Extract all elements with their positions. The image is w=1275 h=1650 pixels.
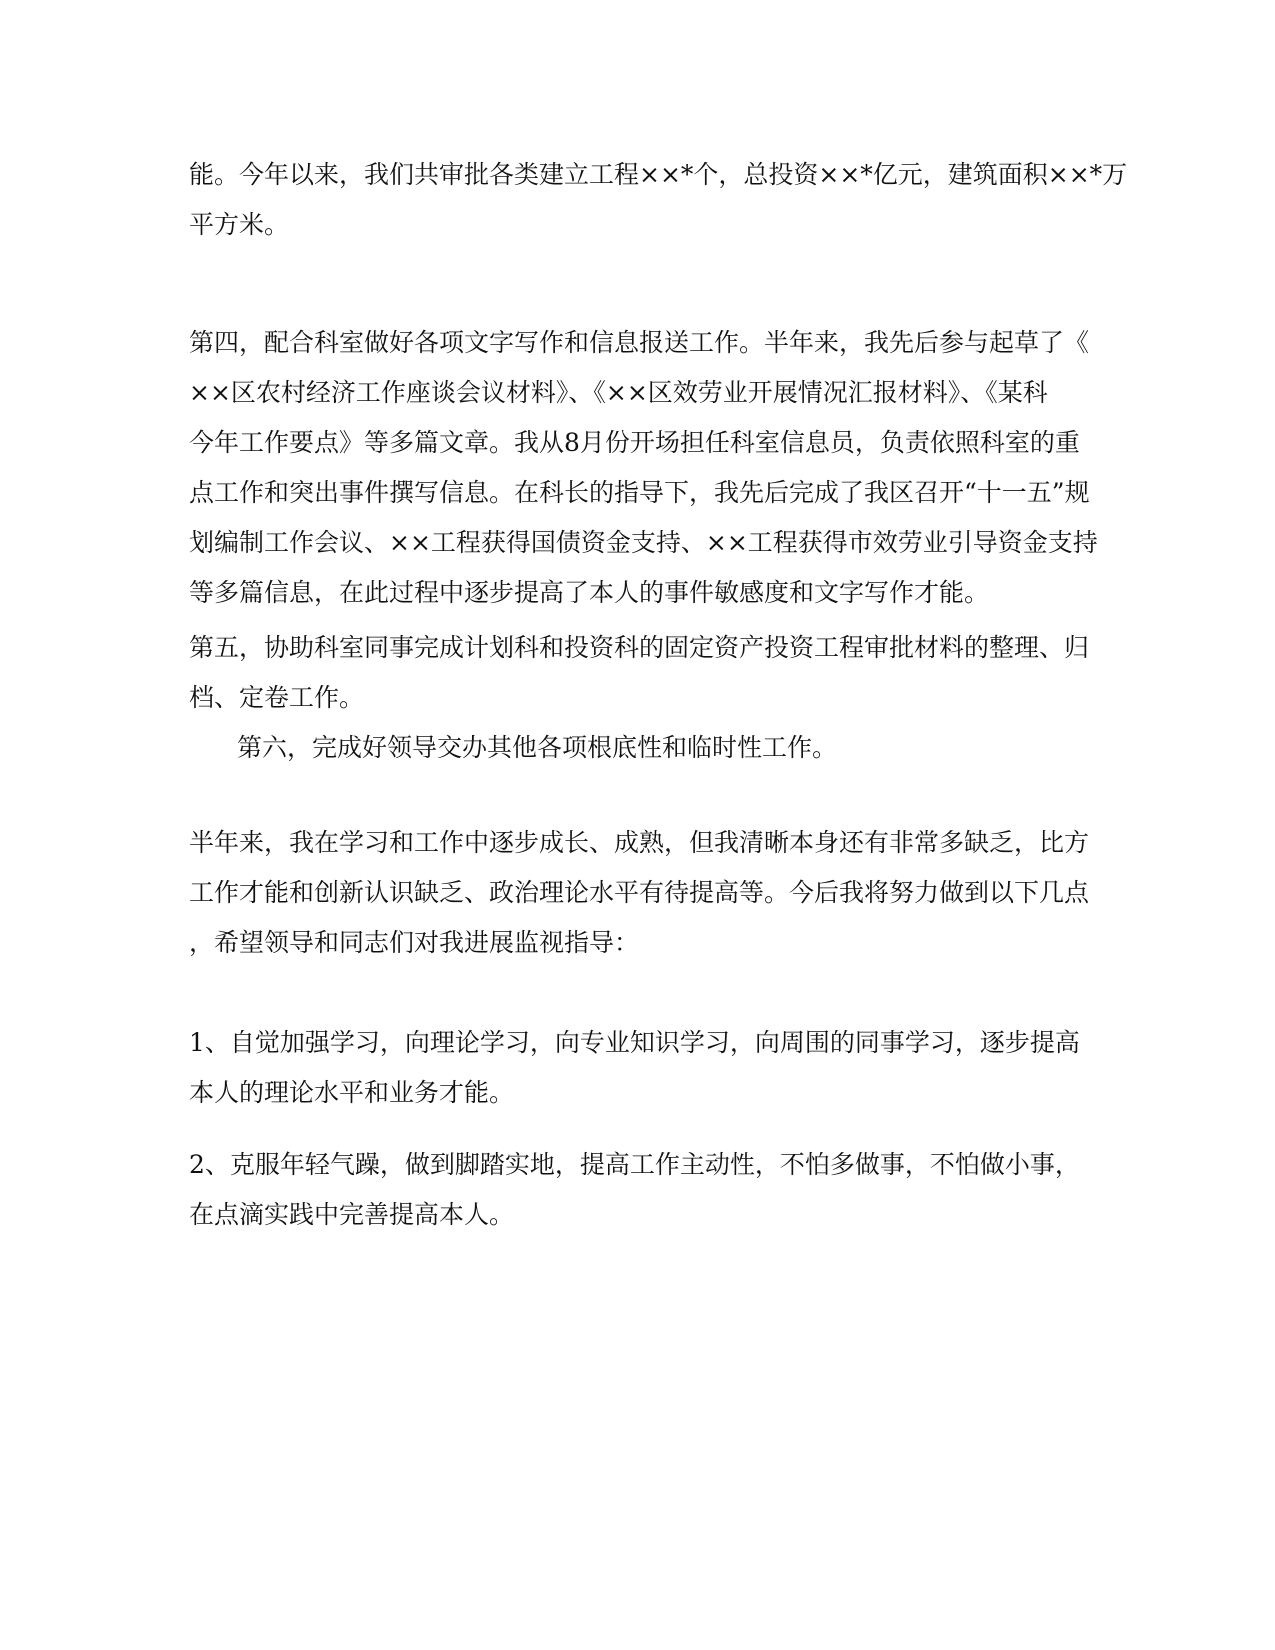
paragraph-point-2 xyxy=(189,1140,1089,1240)
text-line: 平方米。 xyxy=(189,210,290,239)
text-line: 能。今年以来，我们共审批各类建立工程××*个，总投资××*亿元，建筑面积××*万 xyxy=(189,160,1128,189)
text-line: 半年来，我在学习和工作中逐步成长、成熟，但我清晰本身还有非常多缺乏，比方 xyxy=(189,828,1090,857)
text-line: 第六，完成好领导交办其他各项根底性和临时性工作。 xyxy=(237,733,838,762)
text-line: 第四，配合科室做好各项文字写作和信息报送工作。半年来，我先后参与起草了《 xyxy=(189,328,1090,357)
text-line: 第五，协助科室同事完成计划科和投资科的固定资产投资工程审批材料的整理、归 xyxy=(189,633,1090,662)
paragraph-fifth-archiving xyxy=(189,623,1089,723)
text-line: ××区农村经济工作座谈会议材料》、《××区效劳业开展情况汇报材料》、《某科 xyxy=(189,378,1048,407)
text-line: 2、克服年轻气躁，做到脚踏实地，提高工作主动性，不怕多做事，不怕做小事， xyxy=(189,1150,1080,1179)
text-line: ，希望领导和同志们对我进展监视指导： xyxy=(189,928,640,957)
text-line: 今年工作要点》等多篇文章。我从8月份开场担任科室信息员，负责依照科室的重 xyxy=(189,428,1080,457)
text-line: 划编制工作会议、××工程获得国债资金支持、××工程获得市效劳业引导资金支持 xyxy=(189,528,1098,557)
text-line: 等多篇信息，在此过程中逐步提高了本人的事件敏感度和文字写作才能。 xyxy=(189,578,990,607)
text-line: 在点滴实践中完善提高本人。 xyxy=(189,1200,515,1229)
text-line: 点工作和突出事件撰写信息。在科长的指导下，我先后完成了我区召开“十一五”规 xyxy=(189,478,1090,507)
text-line: 档、定卷工作。 xyxy=(189,683,365,712)
paragraph-half-year-summary xyxy=(189,818,1089,968)
paragraph-fourth-writing-work xyxy=(189,318,1098,618)
paragraph-sixth-other-tasks xyxy=(189,723,1089,773)
paragraph-point-1 xyxy=(189,1018,1089,1118)
paragraph-project-approval xyxy=(189,150,1128,250)
text-line: 工作才能和创新认识缺乏、政治理论水平有待提高等。今后我将努力做到以下几点 xyxy=(189,878,1090,907)
text-line: 1、自觉加强学习，向理论学习，向专业知识学习，向周围的同事学习，逐步提高 xyxy=(189,1028,1080,1057)
text-line: 本人的理论水平和业务才能。 xyxy=(189,1078,515,1107)
